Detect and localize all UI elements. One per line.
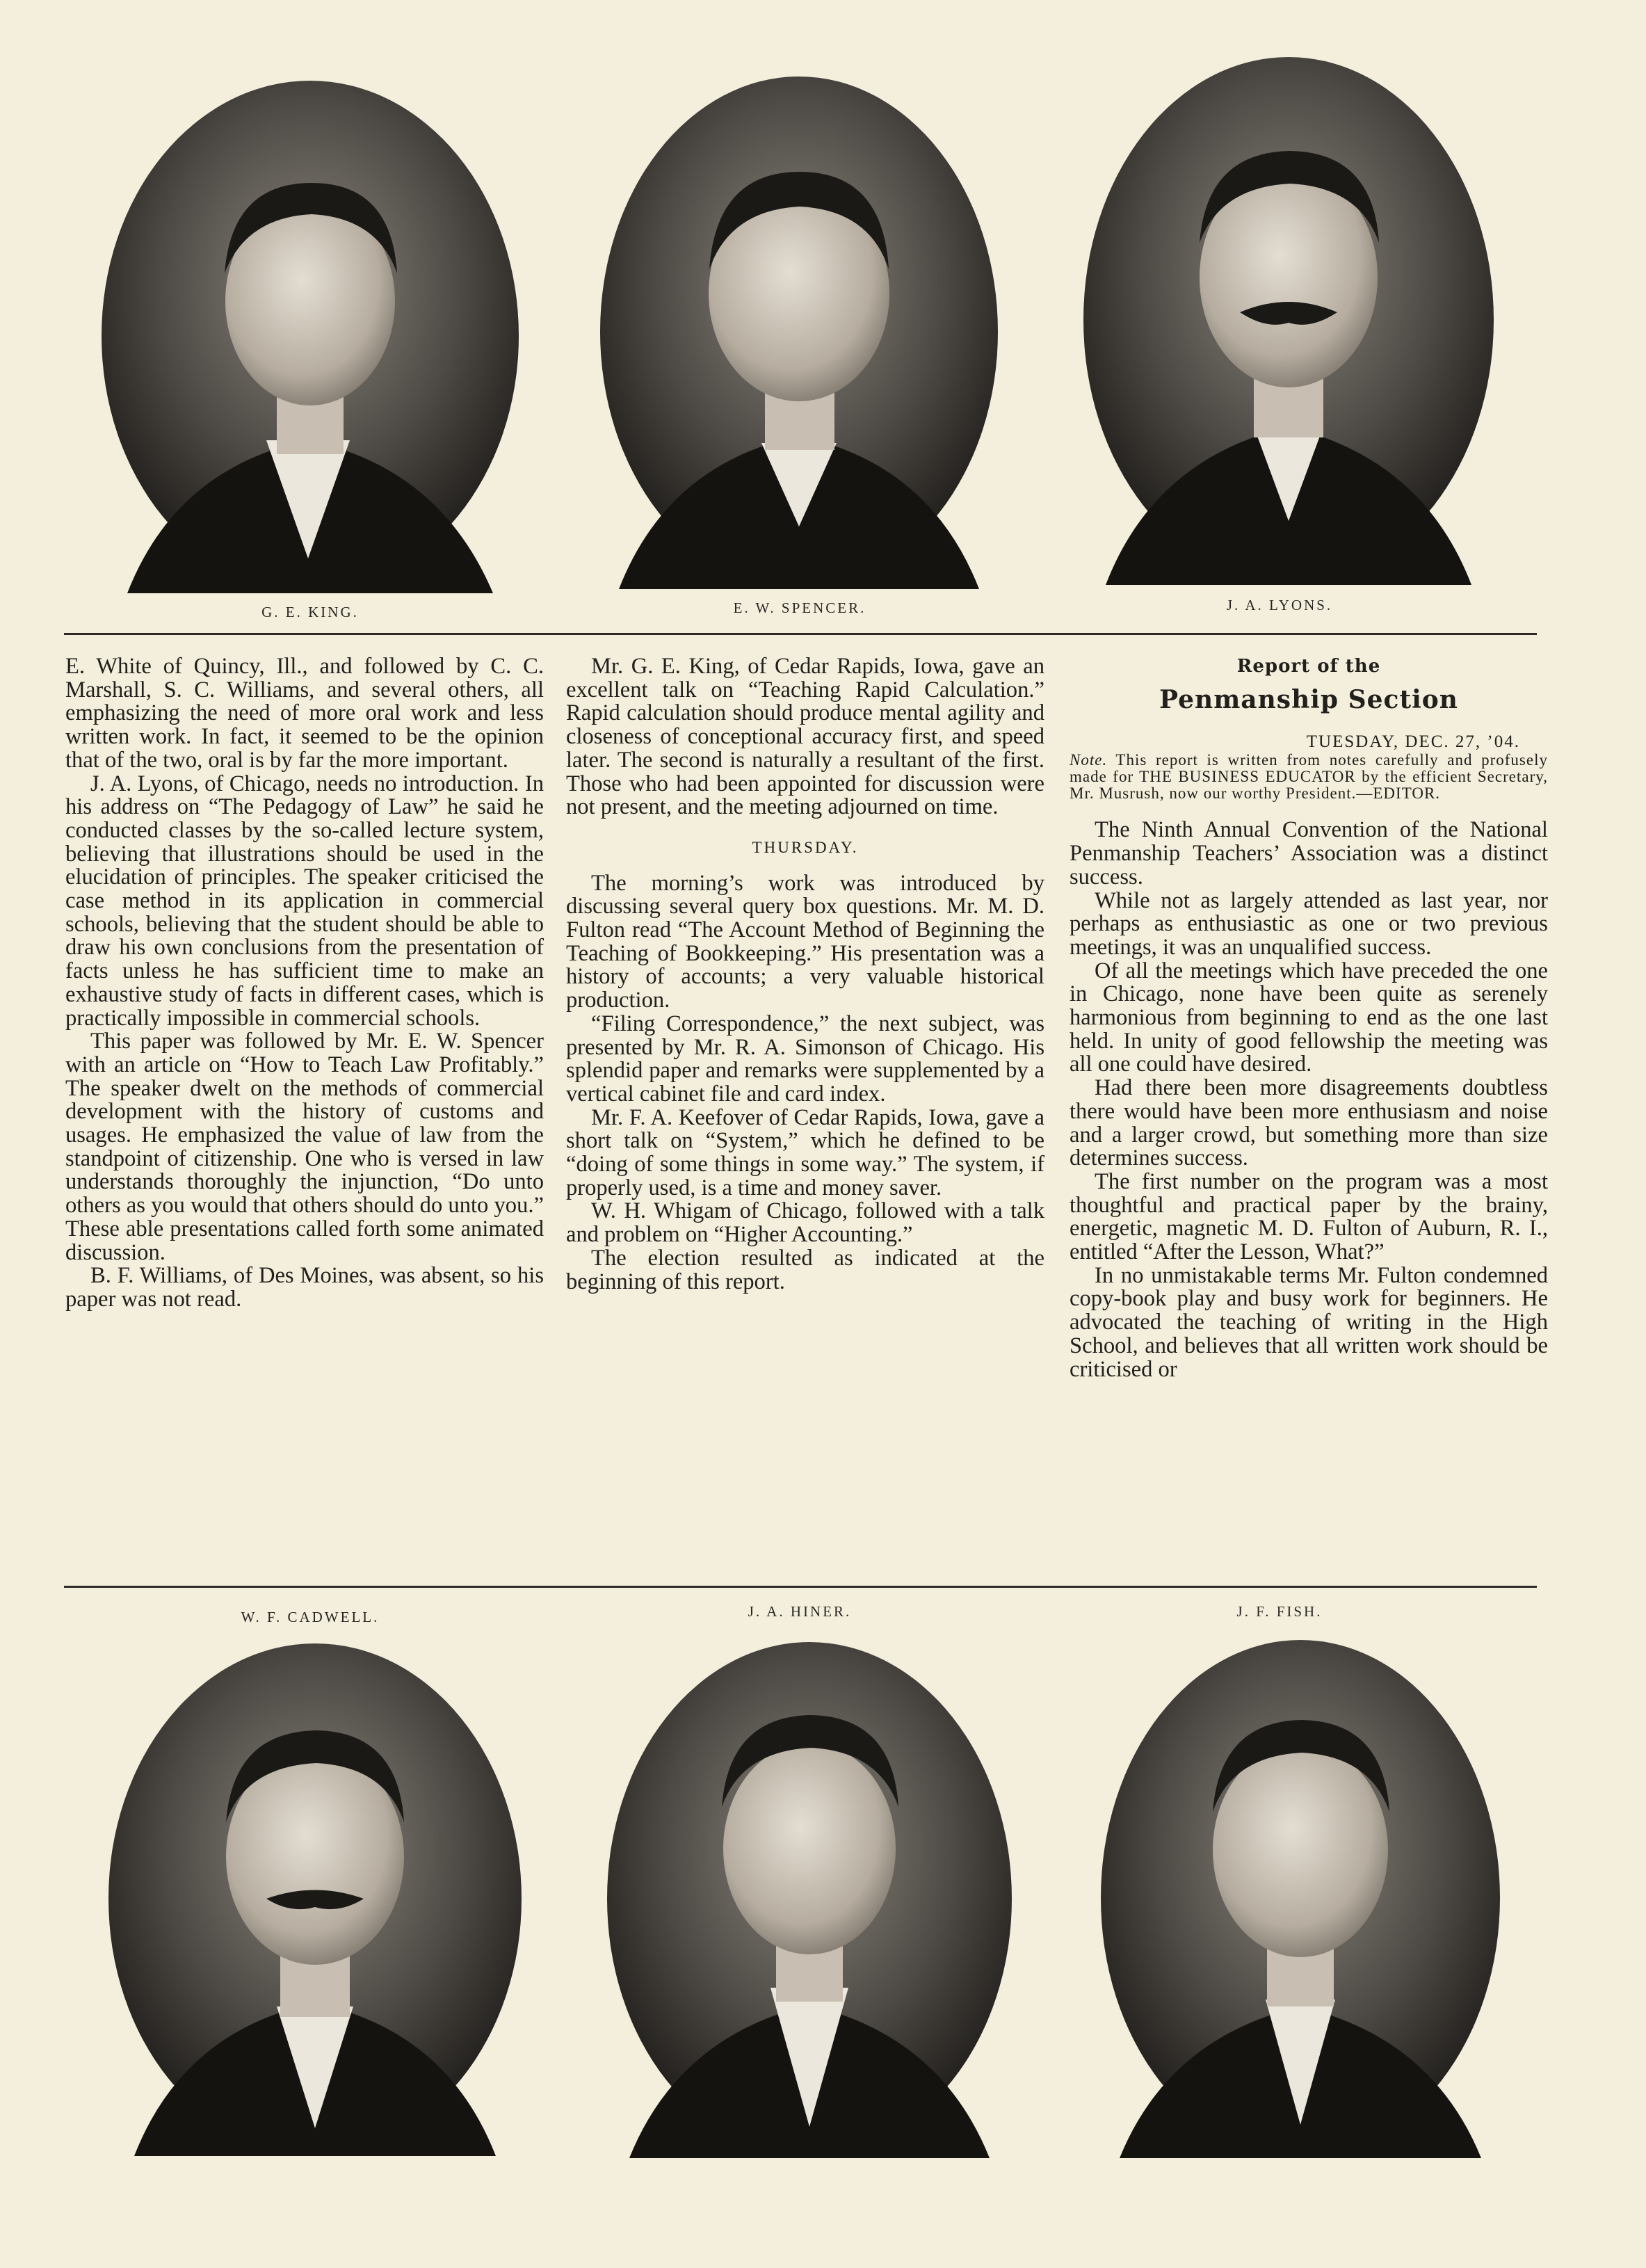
caption-lyons: J. A. LYONS. [1226,597,1333,613]
column-3 [1070,655,1548,1381]
portrait-spencer [598,74,1000,589]
bottom-rule [64,1586,1537,1588]
caption-fish: J. F. FISH. [1236,1603,1323,1620]
note-text: This report is written from notes carefully and profusely made for THE BUSINESS EDUCATOR by the efficient Secretary, Mr. Musrush, now our worthy President.—EDITOR. [1070,751,1548,803]
caption-cadwell: W. F. CADWELL. [241,1609,380,1625]
subhead-thursday: THURSDAY. [752,838,859,856]
column-1 [65,655,544,1312]
paragraph: B. F. Williams, of Des Moines, was absent, so his paper was not read. [65,1263,544,1312]
paragraph: This paper was followed by Mr. E. W. Spencer with an article on “How to Teach Law Profitably.” The speaker dwelt on the methods of commercial development with the history of customs and usages. He emphasized the value of law from the standpoint of citizenship. One who is versed in law understands thoroughly the injunction, “Do unto others as you would that others should do unto you.” These able presentations called forth some animated discussion. [65,1029,544,1265]
paragraph: W. H. Whigam of Chicago, followed with a talk and problem on “Higher Accounting.” [566,1198,1044,1248]
editor-note [1070,752,1548,802]
portrait-hiner [605,1640,1014,2158]
dateline: TUESDAY, DEC. 27, ’04. [1306,732,1520,752]
paragraph: The morning’s work was introduced by discussing several query box questions. Mr. M. D. Fulton read “The Account Method of Beginning the Teaching of Bookkeeping.” His presentation was a history of accounts; a very valuable historical production. [566,870,1044,1013]
paragraph: “Filing Correspondence,” the next subject, was presented by Mr. R. A. Simonson of Chicago. His splendid paper and remarks were supplemented by a vertical cabinet file and card index. [566,1011,1044,1107]
paragraph: Mr. G. E. King, of Cedar Rapids, Iowa, gave an excellent talk on “Teaching Rapid Calculation.” Rapid calculation should produce mental agility and closeness of conceptional accuracy first, and speed later. The second is naturally a resultant of the first. Those who had been appointed for discussion were not present, and the meeting adjourned on time. [566,654,1044,820]
paragraph: Had there been more disagreements doubtless there would have been more enthusiasm and noise and a larger crowd, but something more than size determines success. [1070,1075,1548,1171]
paragraph: While not as largely attended as last year, nor perhaps as enthusiastic as one or two previous meetings, it was an unqualified success. [1070,887,1548,960]
column-2 [566,655,1044,1294]
portrait-fish [1099,1638,1502,2158]
caption-king: G. E. KING. [261,604,359,620]
paragraph: J. A. Lyons, of Chicago, needs no introduction. In his address on “The Pedagogy of Law” he said he conducted classes by the so-called lecture system, believing that illustrations should be used in the elucidation of principles. The speaker criticised the case method in its application in commercial schools, believing that the student should be able to draw his own conclusions from the presentation of facts unless he has sufficient time to make an exhaustive study of facts in different cases, which is practically impossible in commercial schools. [65,771,544,1031]
paragraph: The election resulted as indicated at the beginning of this report. [566,1245,1044,1294]
caption-spencer: E. W. SPENCER. [733,600,866,616]
portrait-cadwell [106,1641,524,2156]
paragraph: The first number on the program was a most thoughtful and practical paper by the brainy, energetic, magnetic M. D. Fulton of Auburn, R. I., entitled “After the Lesson, What?” [1070,1168,1548,1265]
top-rule [64,633,1537,635]
paragraph: The Ninth Annual Convention of the National Penmanship Teachers’ Association was a distinct success. [1070,817,1548,890]
report-title-line1: Report of the [1236,656,1381,677]
paragraph: Of all the meetings which have preceded the one in Chicago, none have been quite as serenely harmonious from beginning to end as the one last held. In unity of good fellowship the meeting was all one could have desired. [1070,958,1548,1077]
portrait-king [99,79,521,593]
paragraph: Mr. F. A. Keefover of Cedar Rapids, Iowa, gave a short talk on “System,” which he defined to be “doing of some things in some way.” The system, if properly used, is a time and money saver. [566,1104,1044,1200]
paragraph: In no unmistakable terms Mr. Fulton condemned copy-book play and busy work for beginners. He advocated the teaching of writing in the High School, and believes that all written work should be criticised or [1070,1262,1548,1382]
note-label: Note. [1070,751,1108,769]
report-title-line2: Penmanship Section [1159,684,1458,714]
caption-hiner: J. A. HINER. [748,1603,852,1620]
paragraph: E. White of Quincy, Ill., and followed by C. C. Marshall, S. C. Williams, and several others, all emphasizing the need of more oral work and less written work. In fact, it seemed to be the opinion that of the two, oral is by far the more important. [65,654,544,773]
portrait-lyons [1081,55,1496,585]
